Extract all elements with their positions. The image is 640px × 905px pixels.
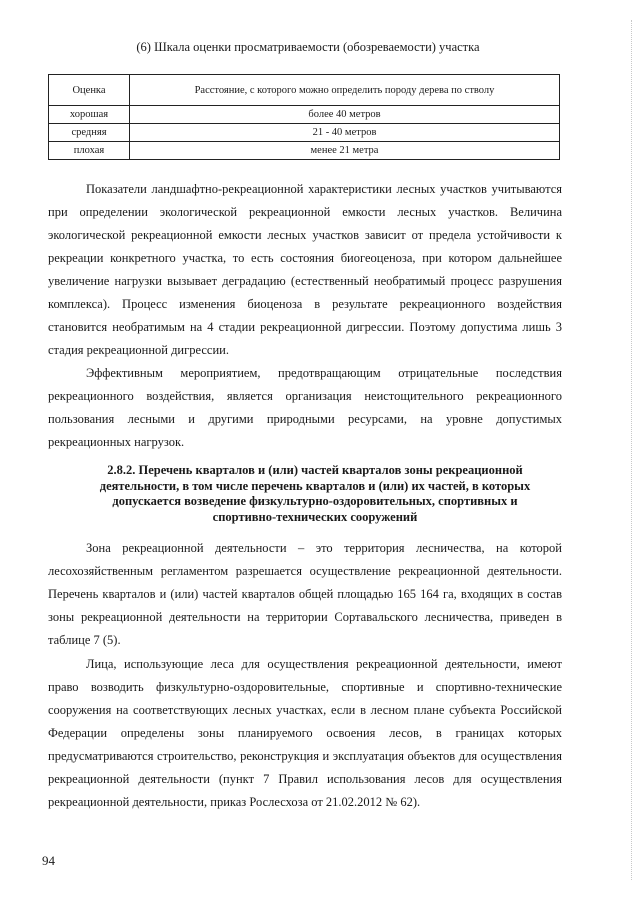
scan-margin-marks [625,20,632,880]
page-number: 94 [42,853,55,868]
table-header-rating: Оценка [49,75,130,106]
table-row [49,124,560,142]
table-cell-rating: средняя [49,124,130,142]
paragraph-construction-rights: Лица, использующие леса для осуществления рекреационной деятельности, имеют право возводить физкультурно-оздоровительные, спортивные и спортивно-технические сооружения на соответствующих лесных участках, если в лесном плане субъекта Российской Федерации определены зоны планируемого освоения лесов, в границах которых предусматриваются строительство, реконструкция и эксплуатация объектов для осуществления рекреационной деятельности (пункт 7 Правил использования лесов для осуществления рекреационной деятельности, приказ Рослесхоза от 21.02.2012 № 62). [48,657,562,809]
section-heading: 2.8.2. Перечень кварталов и (или) частей кварталов зоны рекреационной деятельности, в том числе перечень кварталов и (или) их частей, в которых допускается возведение физкультурно-оздоровительных, спортивных и спортивно-технических сооружений [99,463,531,524]
table-row [49,106,560,124]
table-cell-distance: менее 21 метра [130,142,560,160]
table-cell-distance: 21 - 40 метров [130,124,560,142]
paragraph-recreation-zone: Зона рекреационной деятельности – это территория лесничества, на которой лесохозяйственным регламентом разрешается осуществление рекреационной деятельности. Перечень кварталов и (или) частей кварталов общей площадью 165 164 га, входящих в состав зоны рекреационной деятельности на территории Сортавальского лесничества, приведен в таблице 7 (5). [48,541,562,647]
table-header-distance: Расстояние, с которого можно определить породу дерева по стволу [130,75,560,106]
table-cell-rating: хорошая [49,106,130,124]
table-row [49,142,560,160]
table-header-row [49,75,560,106]
table-cell-distance: более 40 метров [130,106,560,124]
table-cell-rating: плохая [49,142,130,160]
table-title: (6) Шкала оценки просматриваемости (обозреваемости) участка [136,40,480,54]
visibility-scale-table [48,74,560,160]
paragraph-effective-measure: Эффективным мероприятием, предотвращающим отрицательные последствия рекреационного воздействия, является организация неистощительного рекреационного пользования лесными и другими природными ресурсами, на уровне допустимых рекреационных нагрузок. [48,366,562,449]
paragraph-recreational-capacity: Показатели ландшафтно-рекреационной характеристики лесных участков учитываются при определении экологической рекреационной емкости лесных участков. Величина экологической рекреационной емкости лесных участков зависит от предела устойчивости к рекреации конкретного участка, то есть состояния биогеоценоза, при котором дальнейшее увеличение нагрузки вызывает деградацию (естественный необратимый процесс разрушения комплекса). Процесс изменения биоценоза в результате рекреационного воздействия становится необратимым на 4 стадии рекреационной дигрессии. Поэтому допустима лишь 3 стадия рекреационной дигрессии. [48,182,562,357]
